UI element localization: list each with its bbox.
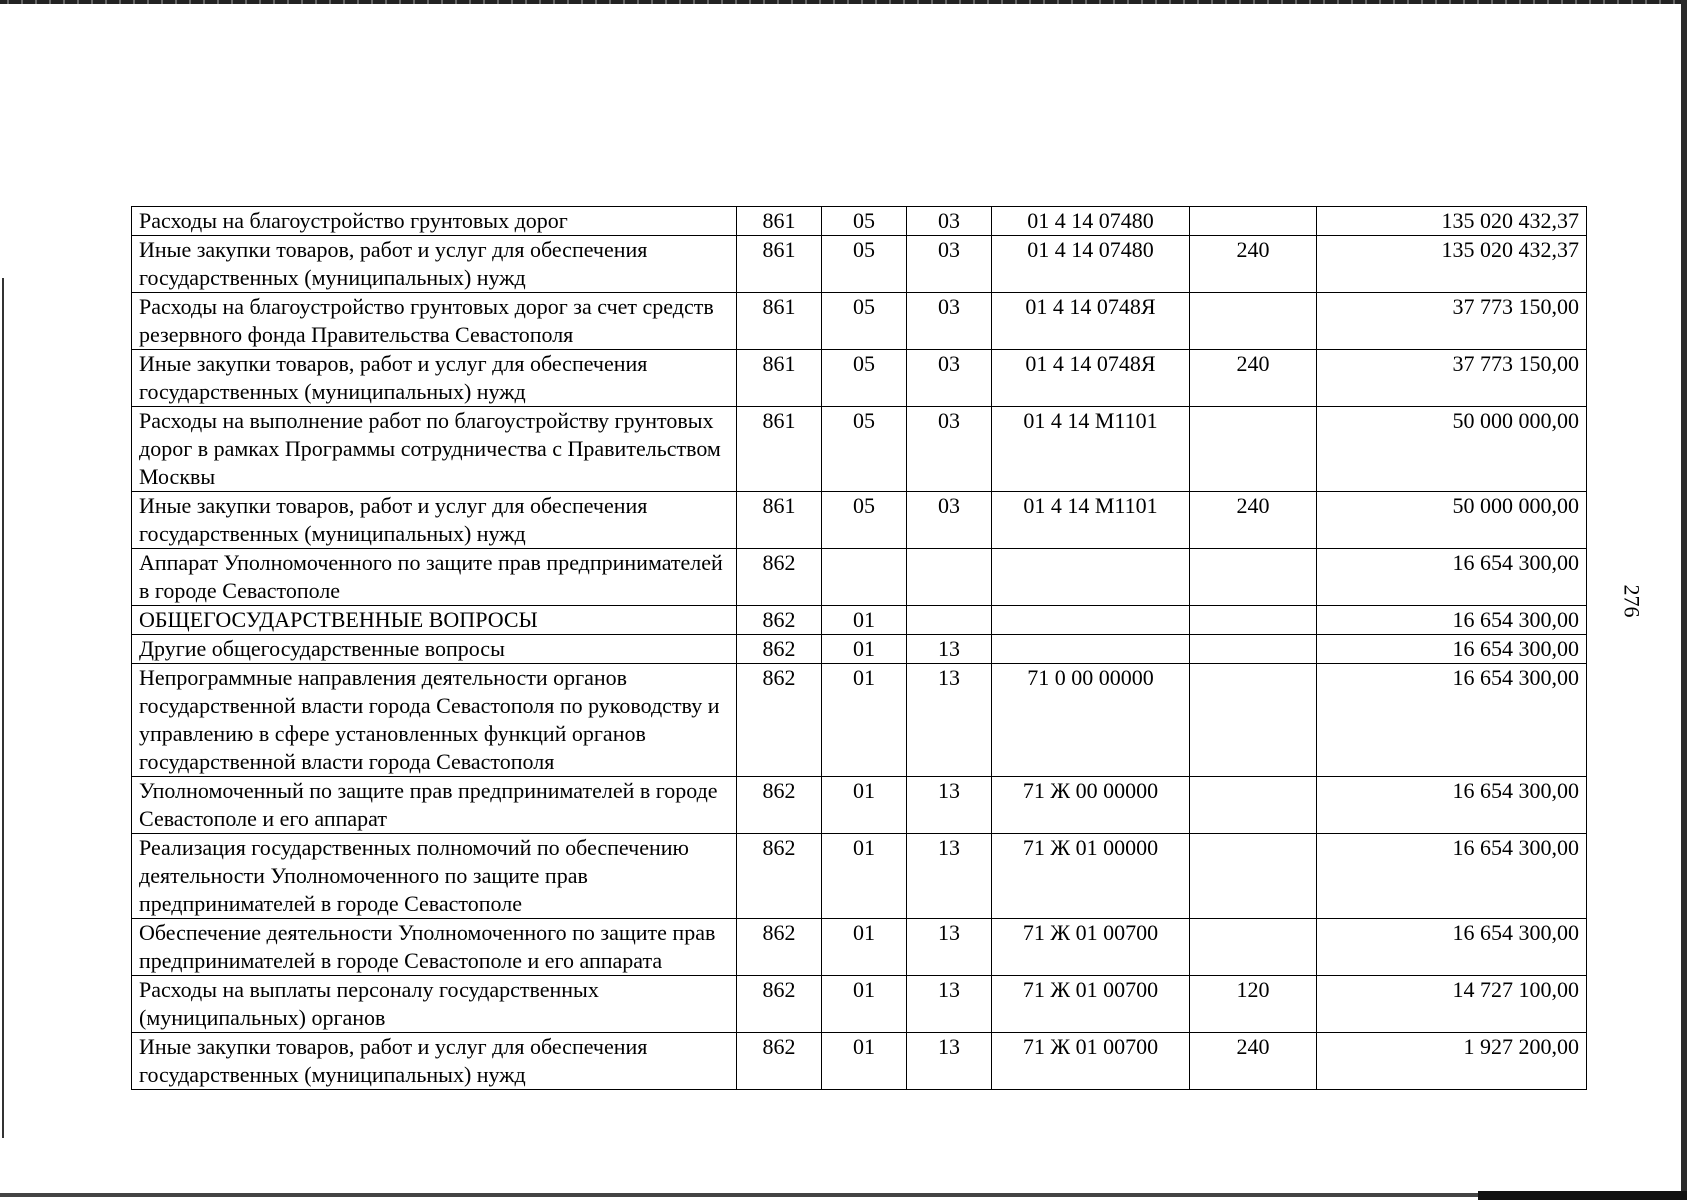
cell-subsection: 03 xyxy=(907,350,992,407)
cell-type: 240 xyxy=(1190,1033,1317,1090)
cell-code: 862 xyxy=(737,834,822,919)
cell-type xyxy=(1190,407,1317,492)
cell-code: 861 xyxy=(737,407,822,492)
cell-code: 862 xyxy=(737,635,822,664)
cell-subsection: 03 xyxy=(907,492,992,549)
scan-top-border xyxy=(0,0,1687,4)
cell-sum: 16 654 300,00 xyxy=(1317,549,1587,606)
cell-name: Расходы на благоустройство грунтовых дорог xyxy=(132,207,737,236)
cell-section: 01 xyxy=(822,1033,907,1090)
cell-target: 01 4 14 0748Я xyxy=(992,350,1190,407)
cell-name: ОБЩЕГОСУДАРСТВЕННЫЕ ВОПРОСЫ xyxy=(132,606,737,635)
table-row xyxy=(132,1033,1587,1090)
cell-section: 05 xyxy=(822,236,907,293)
cell-section: 01 xyxy=(822,635,907,664)
table-row xyxy=(132,664,1587,777)
cell-type: 240 xyxy=(1190,350,1317,407)
budget-table-body xyxy=(132,207,1587,1090)
table-row xyxy=(132,635,1587,664)
cell-subsection xyxy=(907,606,992,635)
cell-code: 861 xyxy=(737,492,822,549)
cell-code: 861 xyxy=(737,207,822,236)
cell-name: Расходы на выплаты персоналу государственных (муниципальных) органов xyxy=(132,976,737,1033)
cell-name: Иные закупки товаров, работ и услуг для обеспечения государственных (муниципальных) нужд xyxy=(132,350,737,407)
cell-sum: 16 654 300,00 xyxy=(1317,834,1587,919)
cell-name: Другие общегосударственные вопросы xyxy=(132,635,737,664)
cell-code: 862 xyxy=(737,919,822,976)
cell-code: 861 xyxy=(737,350,822,407)
cell-target: 71 Ж 01 00000 xyxy=(992,834,1190,919)
table-row xyxy=(132,350,1587,407)
cell-section: 05 xyxy=(822,407,907,492)
cell-name: Непрограммные направления деятельности органов государственной власти города Севастополя по руководству и управлению в сфере установленных функций органов государственной власти города Севастополя xyxy=(132,664,737,777)
cell-sum: 1 927 200,00 xyxy=(1317,1033,1587,1090)
cell-target: 71 Ж 01 00700 xyxy=(992,976,1190,1033)
scan-bottom-border xyxy=(0,1193,1687,1197)
cell-code: 862 xyxy=(737,606,822,635)
cell-code: 862 xyxy=(737,976,822,1033)
cell-name: Иные закупки товаров, работ и услуг для обеспечения государственных (муниципальных) нужд xyxy=(132,236,737,293)
cell-subsection: 13 xyxy=(907,976,992,1033)
cell-name: Уполномоченный по защите прав предпринимателей в городе Севастополе и его аппарат xyxy=(132,777,737,834)
table-row xyxy=(132,207,1587,236)
table-row xyxy=(132,236,1587,293)
cell-sum: 135 020 432,37 xyxy=(1317,236,1587,293)
cell-type xyxy=(1190,919,1317,976)
cell-section: 05 xyxy=(822,350,907,407)
table-row xyxy=(132,492,1587,549)
cell-code: 862 xyxy=(737,1033,822,1090)
cell-target xyxy=(992,635,1190,664)
cell-sum: 16 654 300,00 xyxy=(1317,606,1587,635)
cell-type xyxy=(1190,664,1317,777)
table-row xyxy=(132,407,1587,492)
cell-sum: 135 020 432,37 xyxy=(1317,207,1587,236)
cell-subsection: 03 xyxy=(907,207,992,236)
cell-type xyxy=(1190,549,1317,606)
cell-code: 861 xyxy=(737,236,822,293)
cell-subsection: 03 xyxy=(907,407,992,492)
cell-subsection: 13 xyxy=(907,635,992,664)
cell-code: 862 xyxy=(737,777,822,834)
cell-target: 71 Ж 00 00000 xyxy=(992,777,1190,834)
cell-code: 862 xyxy=(737,549,822,606)
cell-name: Расходы на выполнение работ по благоустройству грунтовых дорог в рамках Программы сотрудничества с Правительством Москвы xyxy=(132,407,737,492)
cell-code: 861 xyxy=(737,293,822,350)
cell-type: 120 xyxy=(1190,976,1317,1033)
cell-name: Обеспечение деятельности Уполномоченного по защите прав предпринимателей в городе Севастополе и его аппарата xyxy=(132,919,737,976)
cell-name: Расходы на благоустройство грунтовых дорог за счет средств резервного фонда Правительства Севастополя xyxy=(132,293,737,350)
cell-name: Иные закупки товаров, работ и услуг для обеспечения государственных (муниципальных) нужд xyxy=(132,1033,737,1090)
cell-section: 01 xyxy=(822,919,907,976)
cell-section: 01 xyxy=(822,834,907,919)
cell-sum: 16 654 300,00 xyxy=(1317,664,1587,777)
cell-sum: 37 773 150,00 xyxy=(1317,293,1587,350)
cell-type xyxy=(1190,635,1317,664)
cell-name: Реализация государственных полномочий по обеспечению деятельности Уполномоченного по защите прав предпринимателей в городе Севастополе xyxy=(132,834,737,919)
cell-target xyxy=(992,606,1190,635)
budget-table-container xyxy=(131,206,1586,1090)
cell-type xyxy=(1190,606,1317,635)
cell-subsection: 13 xyxy=(907,1033,992,1090)
cell-subsection: 13 xyxy=(907,664,992,777)
scan-bottom-bar xyxy=(1478,1191,1687,1200)
cell-type: 240 xyxy=(1190,236,1317,293)
cell-subsection: 03 xyxy=(907,236,992,293)
scan-left-border xyxy=(2,278,4,1138)
cell-code: 862 xyxy=(737,664,822,777)
cell-type: 240 xyxy=(1190,492,1317,549)
cell-subsection: 13 xyxy=(907,834,992,919)
table-row xyxy=(132,549,1587,606)
cell-target: 01 4 14 07480 xyxy=(992,236,1190,293)
cell-target: 01 4 14 0748Я xyxy=(992,293,1190,350)
cell-target: 01 4 14 07480 xyxy=(992,207,1190,236)
cell-type xyxy=(1190,207,1317,236)
cell-sum: 14 727 100,00 xyxy=(1317,976,1587,1033)
cell-target: 01 4 14 M1101 xyxy=(992,407,1190,492)
cell-type xyxy=(1190,777,1317,834)
table-row xyxy=(132,834,1587,919)
cell-target xyxy=(992,549,1190,606)
cell-section: 01 xyxy=(822,976,907,1033)
cell-section: 01 xyxy=(822,606,907,635)
cell-name: Иные закупки товаров, работ и услуг для обеспечения государственных (муниципальных) нужд xyxy=(132,492,737,549)
cell-section: 05 xyxy=(822,492,907,549)
cell-subsection xyxy=(907,549,992,606)
cell-sum: 16 654 300,00 xyxy=(1317,777,1587,834)
cell-target: 01 4 14 M1101 xyxy=(992,492,1190,549)
cell-section: 05 xyxy=(822,293,907,350)
budget-table xyxy=(131,206,1587,1090)
cell-sum: 50 000 000,00 xyxy=(1317,492,1587,549)
cell-sum: 16 654 300,00 xyxy=(1317,635,1587,664)
table-row xyxy=(132,293,1587,350)
table-row xyxy=(132,976,1587,1033)
cell-section xyxy=(822,549,907,606)
cell-target: 71 Ж 01 00700 xyxy=(992,919,1190,976)
cell-target: 71 Ж 01 00700 xyxy=(992,1033,1190,1090)
cell-name: Аппарат Уполномоченного по защите прав предпринимателей в городе Севастополе xyxy=(132,549,737,606)
table-row xyxy=(132,919,1587,976)
cell-type xyxy=(1190,834,1317,919)
cell-subsection: 13 xyxy=(907,777,992,834)
cell-sum: 37 773 150,00 xyxy=(1317,350,1587,407)
cell-subsection: 03 xyxy=(907,293,992,350)
table-row xyxy=(132,606,1587,635)
cell-subsection: 13 xyxy=(907,919,992,976)
page-number: 276 xyxy=(1619,584,1645,618)
cell-type xyxy=(1190,293,1317,350)
cell-section: 01 xyxy=(822,664,907,777)
cell-section: 01 xyxy=(822,777,907,834)
cell-section: 05 xyxy=(822,207,907,236)
table-row xyxy=(132,777,1587,834)
cell-target: 71 0 00 00000 xyxy=(992,664,1190,777)
scan-right-border xyxy=(1681,0,1687,1200)
cell-sum: 16 654 300,00 xyxy=(1317,919,1587,976)
cell-sum: 50 000 000,00 xyxy=(1317,407,1587,492)
